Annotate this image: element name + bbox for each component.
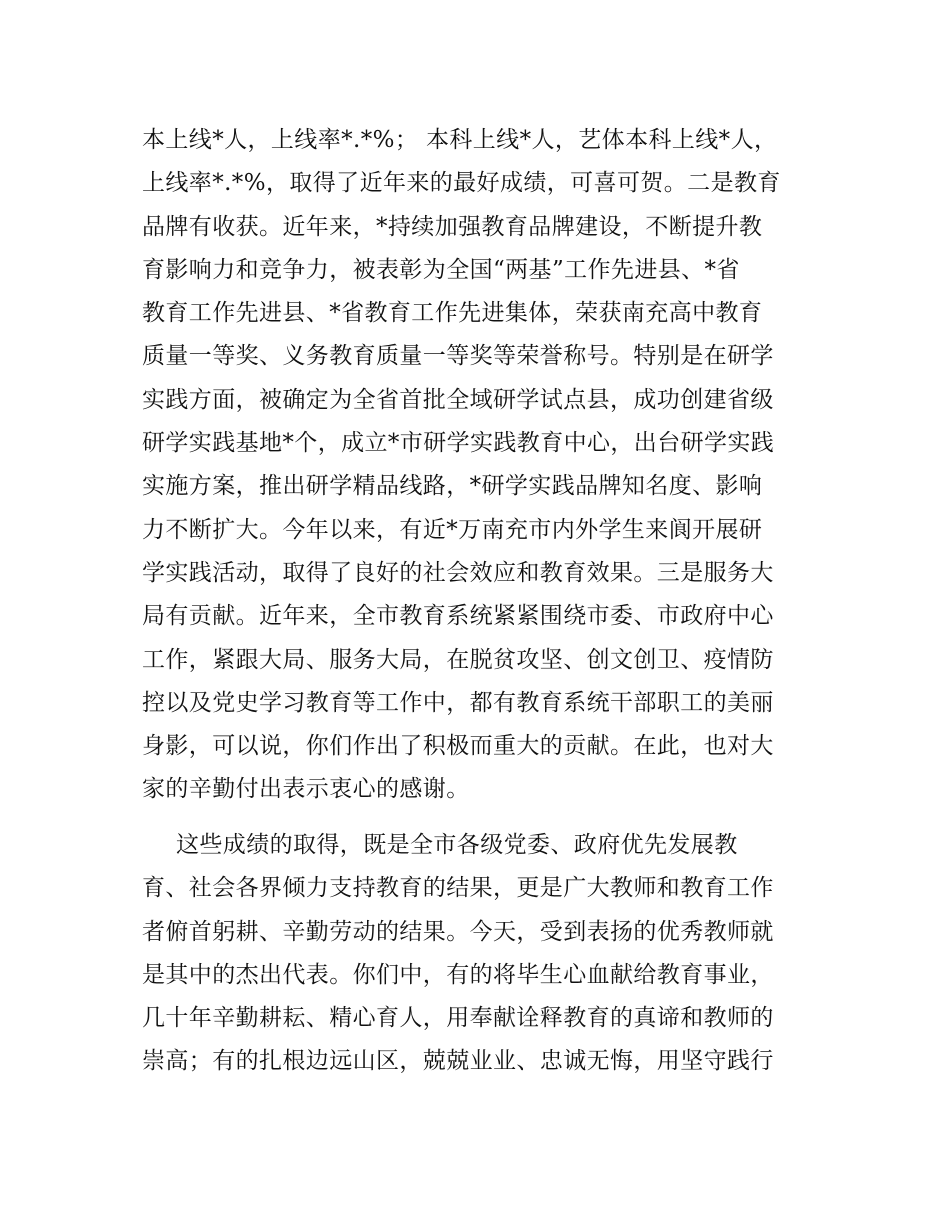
text-line: 崇高；有的扎根边远山区，兢兢业业、忠诚无悔，用坚守践行 (142, 1048, 774, 1075)
text-line: 学实践活动，取得了良好的社会效应和教育效果。三是服务大 (142, 559, 774, 586)
text-line: 控以及党史学习教育等工作中，都有教育系统干部职工的美丽 (142, 689, 774, 716)
text-line: 实施方案，推出研学精品线路，*研学实践品牌知名度、影响 (142, 473, 763, 500)
text-line: 实践方面，被确定为全省首批全域研学试点县，成功创建省级 (142, 386, 774, 413)
text-line: 局有贡献。近年来，全市教育系统紧紧围绕市委、市政府中心 (142, 603, 774, 630)
text-line: 力不断扩大。今年以来，有近*万南充市内外学生来阆开展研 (142, 516, 763, 543)
text-line: 育、社会各界倾力支持教育的结果，更是广大教师和教育工作 (142, 875, 774, 902)
paragraph-2 (142, 824, 832, 1084)
text-line: 工作，紧跟大局、服务大局，在脱贫攻坚、创文创卫、疫情防 (142, 646, 774, 673)
paragraph-1 (142, 119, 832, 812)
text-line: 上线率*.*%，取得了近年来的最好成绩，可喜可贺。二是教育 (142, 170, 781, 197)
text-line: 研学实践基地*个，成立*市研学实践教育中心，出台研学实践 (142, 430, 775, 457)
text-line: 是其中的杰出代表。你们中，有的将毕生心血献给教育事业， (142, 961, 774, 988)
text-line: 品牌有收获。近年来，*持续加强教育品牌建设，不断提升教 (142, 213, 763, 240)
text-line: 本上线*人，上线率*.*%； 本科上线*人，艺体本科上线*人， (142, 127, 778, 153)
text-line: 几十年辛勤耕耘、精心育人，用奉献诠释教育的真谛和教师的 (142, 1005, 774, 1032)
text-line: 这些成绩的取得，既是全市各级党委、政府优先发展教 (176, 832, 738, 858)
text-line: 家的辛勤付出表示衷心的感谢。 (142, 776, 470, 803)
text-line: 教育工作先进县、*省教育工作先进集体，荣获南充高中教育 (142, 300, 763, 327)
text-line: 育影响力和竞争力，被表彰为全国“两基”工作先进县、*省 (142, 256, 740, 283)
text-line: 质量一等奖、义务教育质量一等奖等荣誉称号。特别是在研学 (142, 343, 774, 370)
text-line: 者俯首躬耕、辛勤劳动的结果。今天，受到表扬的优秀教师就 (142, 918, 774, 945)
text-line: 身影，可以说，你们作出了积极而重大的贡献。在此，也对大 (142, 733, 774, 760)
